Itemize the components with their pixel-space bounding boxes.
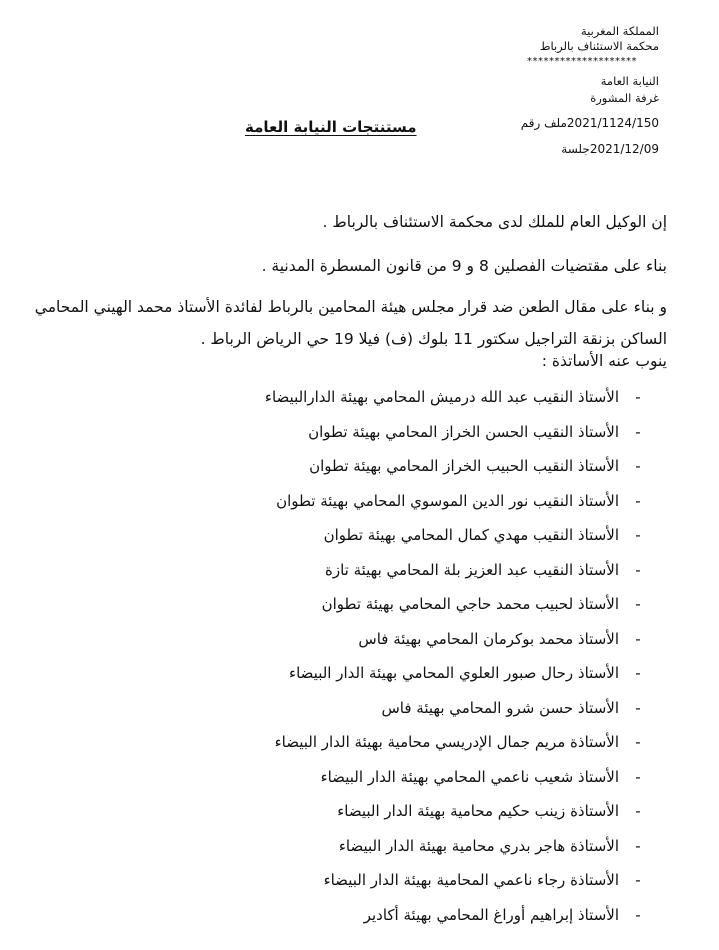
lawyer-name: الأستاذ النقيب نور الدين الموسوي المحامي بهيئة تطوان [276, 491, 619, 510]
list-item [49, 903, 649, 938]
list-dash: - [635, 733, 641, 751]
header-court: محكمة الاستئناف بالرباط [539, 39, 659, 53]
list-dash: - [635, 388, 641, 406]
header-parquet: النيابة العامة [600, 74, 659, 88]
list-dash: - [635, 595, 641, 613]
lawyer-name: الأستاذة مريم جمال الإدريسي محامية بهيئة الدار البيضاء [274, 733, 619, 751]
list-dash: - [635, 422, 641, 441]
lawyer-name: الأستاذ النقيب عبد العزيز بلة المحامي بهيئة تازة [324, 560, 619, 579]
list-item [49, 558, 649, 593]
list-dash: - [635, 836, 641, 855]
list-item [49, 627, 649, 662]
header-file-line [513, 116, 659, 130]
list-item [49, 696, 649, 731]
lawyer-list [49, 385, 649, 937]
list-dash: - [635, 802, 641, 820]
list-item [49, 454, 649, 489]
header-session-line [553, 142, 659, 156]
lawyer-name: الأستاذ شعيب ناعمي المحامي بهيئة الدار البيضاء [320, 767, 619, 786]
list-item [49, 523, 649, 558]
list-item [49, 420, 649, 455]
session-label: جلسة [561, 142, 590, 156]
session-date: 2021/12/09 [589, 142, 659, 156]
list-item [49, 592, 649, 627]
list-dash: - [635, 491, 641, 510]
file-number: 2021/1124/150 [566, 116, 659, 130]
list-dash: - [635, 526, 641, 544]
list-item [49, 799, 649, 834]
lawyer-name: الأستاذ النقيب مهدي كمال المحامي بهيئة تطوان [323, 526, 619, 544]
header-separator: ******************** [527, 56, 637, 67]
list-item [49, 765, 649, 800]
document-title: مستنتجات النيابة العامة [245, 118, 417, 136]
lawyer-name: الأستاذ إبراهيم أوراغ المحامي بهيئة أكادير [363, 905, 619, 924]
paragraph-legal-basis: بناء على مقتضيات الفصلين 8 و 9 من قانون المسطرة المدنية . [261, 257, 667, 275]
list-dash: - [635, 629, 641, 648]
paragraph-address: الساكن بزنقة التراجيل سكتور 11 بلوك (ف) فيلا 19 حي الرياض الرباط . [200, 330, 667, 348]
header-chamber: غرفة المشورة [590, 91, 659, 105]
list-dash: - [635, 560, 641, 579]
lawyer-name: الأستاذ حسن شرو المحامي بهيئة فاس [381, 698, 619, 717]
list-dash: - [635, 767, 641, 786]
list-item [49, 661, 649, 696]
lawyer-name: الأستاذ النقيب الحسن الخراز المحامي بهيئة تطوان [308, 422, 619, 441]
paragraph-representation: ينوب عنه الأساتذة : [541, 352, 667, 370]
list-item [49, 868, 649, 903]
lawyer-name: الأستاذ رحال صبور العلوي المحامي بهيئة الدار البيضاء [289, 664, 619, 682]
list-dash: - [635, 457, 641, 475]
list-dash: - [635, 664, 641, 682]
lawyer-name: الأستاذ النقيب عبد الله درميش المحامي بهيئة الدارالبيضاء [264, 388, 619, 406]
paragraph-intro: إن الوكيل العام للملك لدى محكمة الاستئناف بالرباط . [322, 213, 667, 231]
paragraph-appeal: و بناء على مقال الطعن ضد قرار مجلس هيئة المحامين بالرباط لفائدة الأستاذ محمد الهيني المحامي [34, 298, 667, 316]
lawyer-name: الأستاذة زينب حكيم محامية بهيئة الدار البيضاء [337, 802, 619, 820]
list-dash: - [635, 871, 641, 889]
list-item [49, 730, 649, 765]
lawyer-name: الأستاذة هاجر بدري محامية بهيئة الدار البيضاء [338, 836, 619, 855]
header-country: المملكة المغربية [580, 24, 659, 38]
list-dash: - [635, 698, 641, 717]
file-label: ملف رقم [520, 116, 567, 130]
list-dash: - [635, 905, 641, 924]
list-item [49, 834, 649, 869]
lawyer-name: الأستاذ محمد بوكرمان المحامي بهيئة فاس [358, 629, 619, 648]
lawyer-name: الأستاذ لحبيب محمد حاجي المحامي بهيئة تطوان [321, 595, 619, 613]
lawyer-name: الأستاذ النقيب الحبيب الخراز المحامي بهيئة تطوان [309, 457, 619, 475]
list-item [49, 489, 649, 524]
list-item [49, 385, 649, 420]
lawyer-name: الأستاذة رجاء ناعمي المحامية بهيئة الدار البيضاء [323, 871, 619, 889]
